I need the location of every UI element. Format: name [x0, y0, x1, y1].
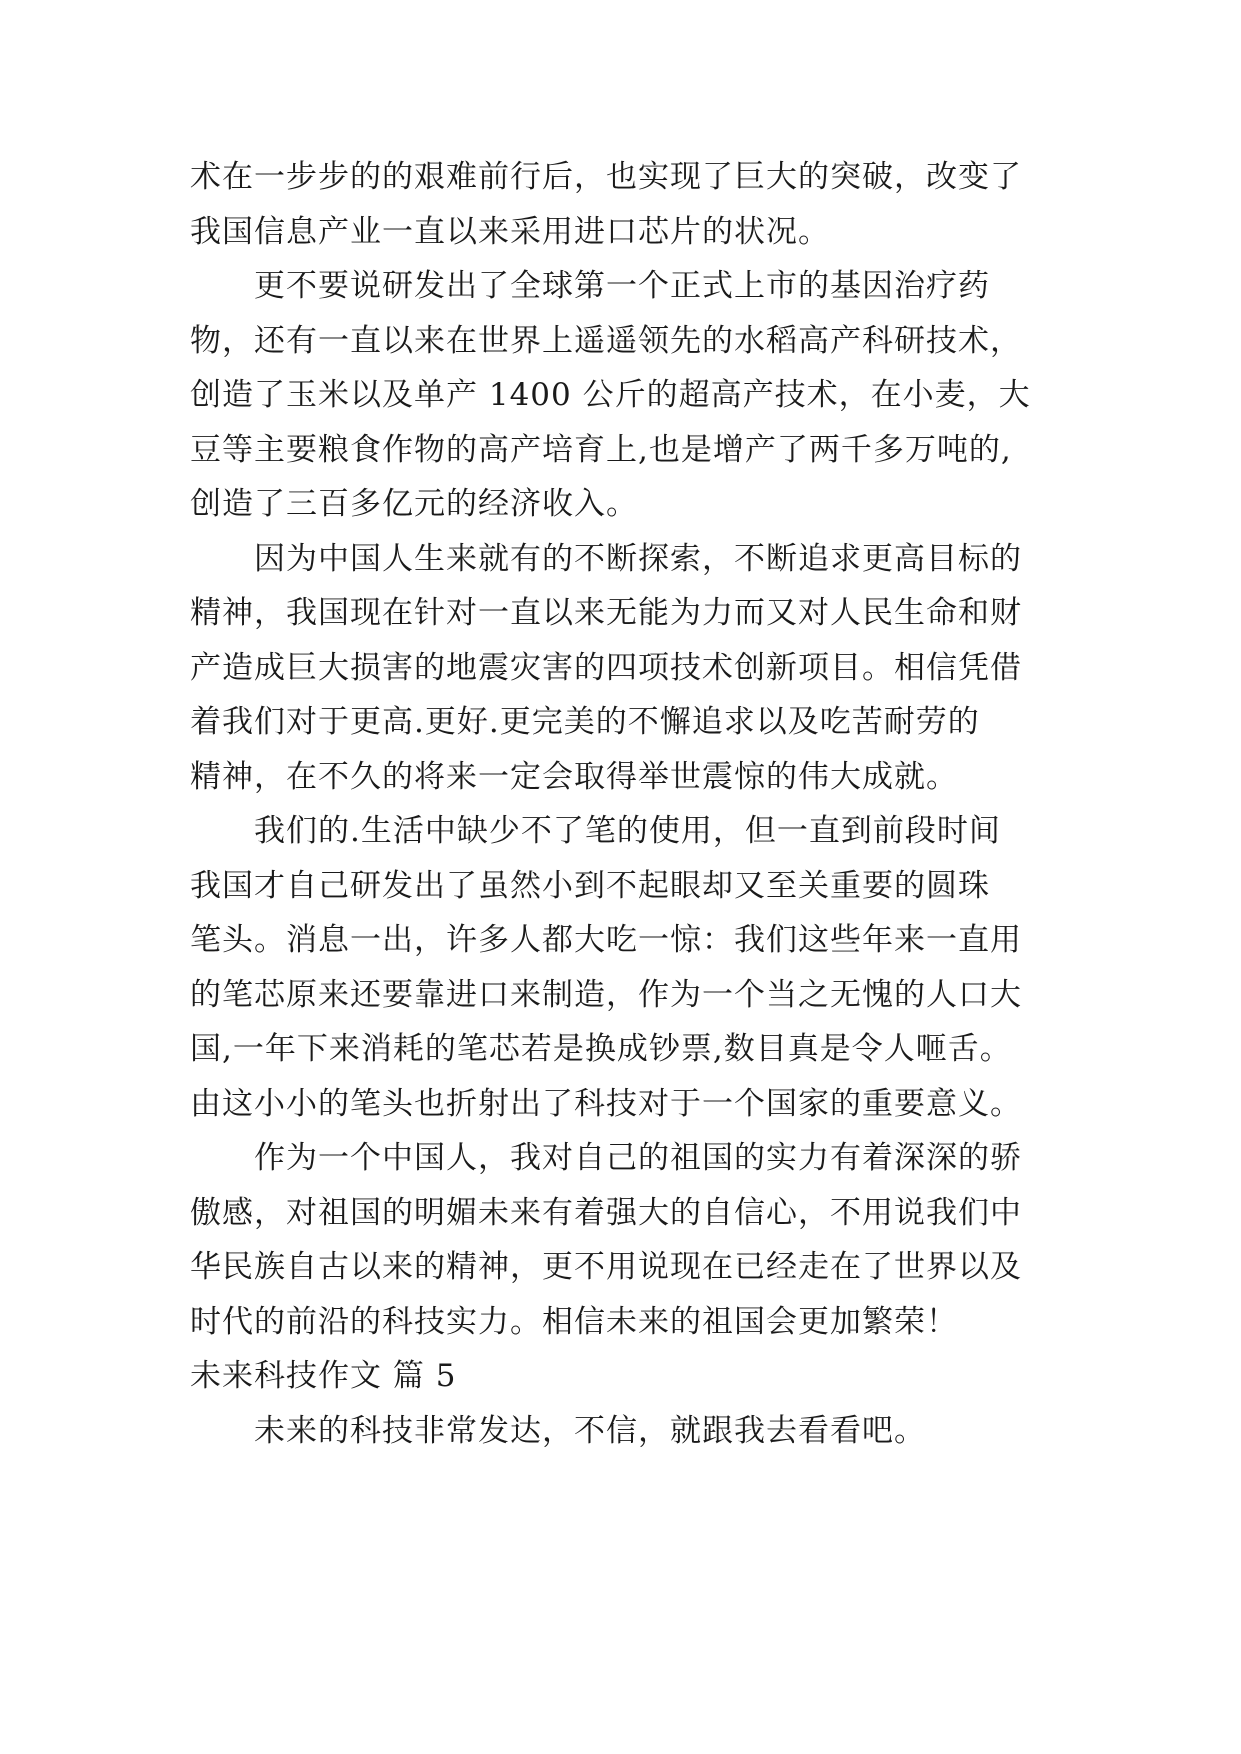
- text-line: 因为中国人生来就有的不断探索，不断追求更高目标的: [254, 540, 1022, 577]
- text-line: 华民族自古以来的精神，更不用说现在已经走在了世界以及: [190, 1249, 1022, 1285]
- text-line: 笔头。消息一出，许多人都大吃一惊：我们这些年来一直用: [190, 922, 1022, 958]
- text-line: 我国才自己研发出了虽然小到不起眼却又至关重要的圆珠: [190, 867, 990, 904]
- text-line: 创造了玉米以及单产 1400 公斤的超高产技术，在小麦，大: [190, 377, 1031, 413]
- paragraph: [190, 1404, 1050, 1459]
- text-line: 由这小小的笔头也折射出了科技对于一个国家的重要意义。: [190, 1085, 1022, 1122]
- text-line: 我们的.生活中缺少不了笔的使用，但一直到前段时间: [254, 813, 1001, 849]
- document-body: [190, 150, 1050, 1458]
- text-line: 作为一个中国人，我对自己的祖国的实力有着深深的骄: [254, 1140, 1022, 1176]
- text-line: 术在一步步的的艰难前行后，也实现了巨大的突破，改变了: [190, 159, 1022, 195]
- paragraph: [190, 1131, 1050, 1349]
- paragraph: [190, 532, 1050, 805]
- text-line: 创造了三百多亿元的经济收入。: [190, 486, 638, 522]
- text-line: 产造成巨大损害的地震灾害的四项技术创新项目。相信凭借: [190, 649, 1022, 686]
- paragraph: [190, 804, 1050, 1131]
- text-line: 豆等主要粮食作物的高产培育上,也是增产了两千多万吨的,: [190, 431, 1012, 468]
- text-line: 着我们对于更高.更好.更完美的不懈追求以及吃苦耐劳的: [190, 704, 980, 740]
- text-line: 精神，在不久的将来一定会取得举世震惊的伟大成就。: [190, 758, 958, 795]
- text-line: 的笔芯原来还要靠进口来制造，作为一个当之无愧的人口大: [190, 976, 1022, 1013]
- paragraph: [190, 259, 1050, 532]
- section-heading: 未来科技作文 篇 5: [190, 1358, 457, 1394]
- text-line: 国,一年下来消耗的笔芯若是换成钞票,数目真是令人咂舌。: [190, 1031, 1012, 1067]
- text-line: 时代的前沿的科技实力。相信未来的祖国会更加繁荣！: [190, 1303, 958, 1340]
- text-line: 我国信息产业一直以来采用进口芯片的状况。: [190, 213, 830, 250]
- text-line: 精神，我国现在针对一直以来无能为力而又对人民生命和财: [190, 595, 1022, 631]
- text-line: 未来的科技非常发达，不信，就跟我去看看吧。: [254, 1412, 926, 1449]
- text-line: 傲感，对祖国的明媚未来有着强大的自信心，不用说我们中: [190, 1194, 1022, 1231]
- paragraph: [190, 150, 1050, 259]
- text-line: 物，还有一直以来在世界上遥遥领先的水稻高产科研技术，: [190, 322, 1022, 359]
- text-line: 更不要说研发出了全球第一个正式上市的基因治疗药: [254, 268, 990, 304]
